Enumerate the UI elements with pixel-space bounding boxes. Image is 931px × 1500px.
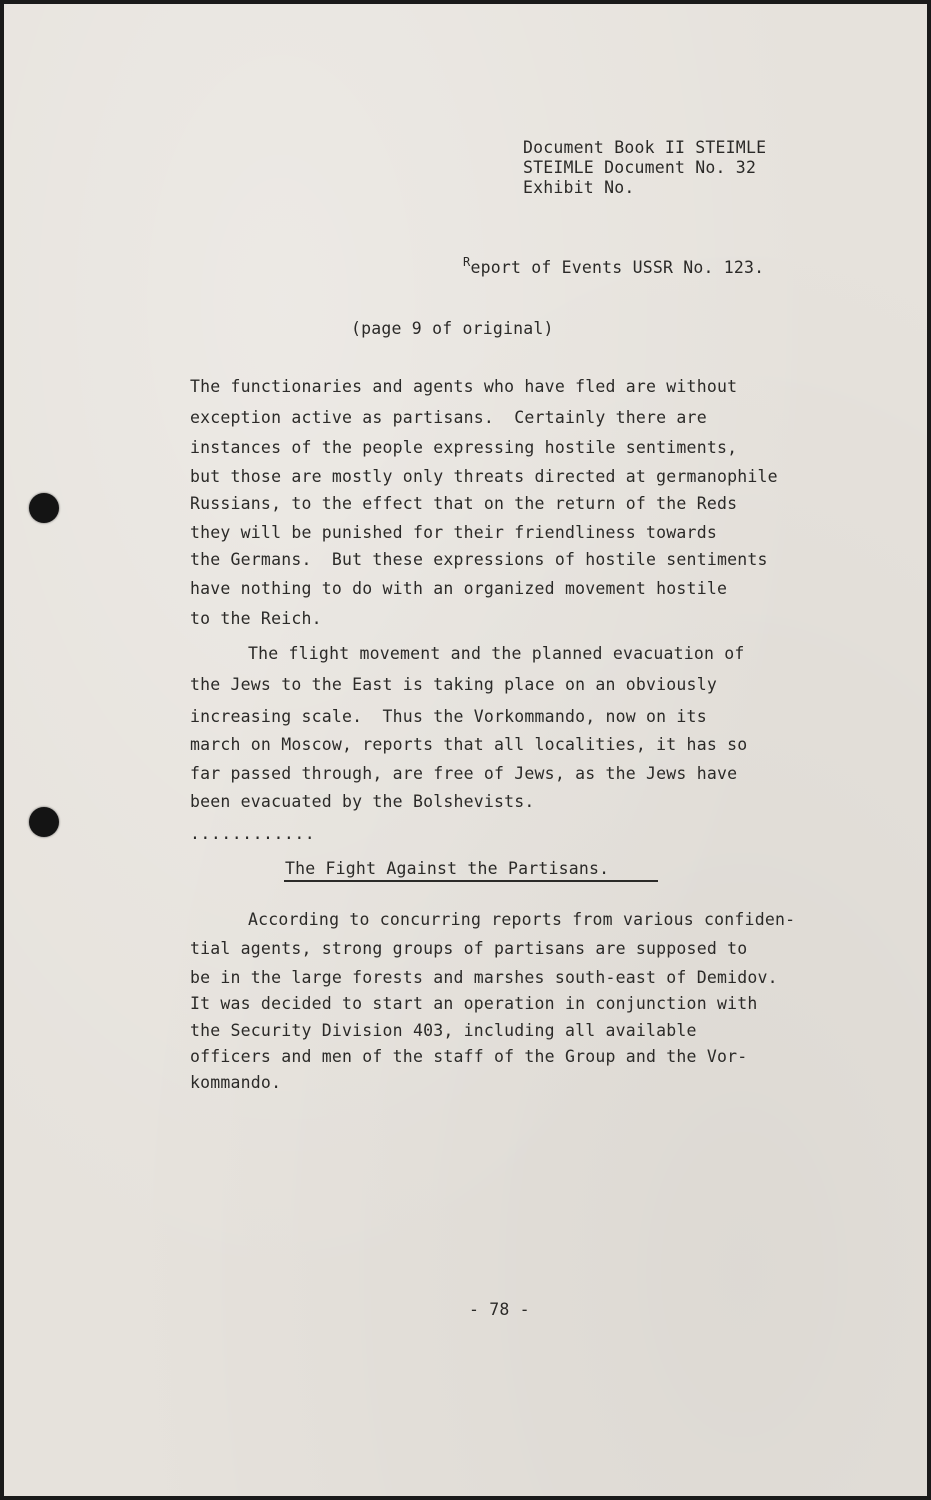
paragraph-3-line: kommando. — [190, 1073, 282, 1092]
paragraph-3-line: According to concurring reports from various confiden- — [248, 910, 796, 929]
header-exhibit-number: Exhibit No. — [523, 178, 635, 197]
paragraph-1-line: the Germans. But these expressions of hostile sentiments — [190, 550, 768, 569]
paragraph-1-line: to the Reich. — [190, 609, 322, 628]
paragraph-2-line: far passed through, are free of Jews, as the Jews have — [190, 764, 738, 783]
paragraph-1-line: but those are mostly only threats directed at germanophile — [190, 467, 778, 486]
paragraph-1-line: Russians, to the effect that on the return of the Reds — [190, 494, 738, 513]
paragraph-2-line: The flight movement and the planned evacuation of — [248, 644, 745, 663]
paragraph-2-line: the Jews to the East is taking place on an obviously — [190, 675, 717, 694]
ellipsis-separator: ............ — [190, 824, 316, 843]
paragraph-3-line: the Security Division 403, including all available — [190, 1021, 697, 1040]
paragraph-1-line: The functionaries and agents who have fled are without — [190, 377, 738, 396]
section-heading: The Fight Against the Partisans. — [285, 859, 610, 878]
header-document-number: STEIMLE Document No. 32 — [523, 158, 757, 177]
paragraph-2-line: been evacuated by the Bolshevists. — [190, 792, 535, 811]
punch-hole-bottom — [29, 807, 59, 837]
paragraph-1-line: have nothing to do with an organized movement hostile — [190, 579, 728, 598]
paragraph-1-line: they will be punished for their friendliness towards — [190, 523, 717, 542]
paragraph-2-line: increasing scale. Thus the Vorkommando, now on its — [190, 707, 707, 726]
page-reference: (page 9 of original) — [351, 319, 554, 338]
paragraph-1-line: instances of the people expressing hostile sentiments, — [190, 438, 738, 457]
section-heading-underline — [284, 880, 658, 882]
page-number: - 78 - — [469, 1300, 530, 1319]
paragraph-3-line: be in the large forests and marshes south-east of Demidov. — [190, 968, 778, 987]
report-title — [463, 255, 765, 277]
paragraph-3-line: It was decided to start an operation in conjunction with — [190, 994, 758, 1013]
paragraph-1-line: exception active as partisans. Certainly there are — [190, 408, 707, 427]
paragraph-2-line: march on Moscow, reports that all localities, it has so — [190, 735, 748, 754]
header-document-book: Document Book II STEIMLE — [523, 138, 767, 157]
paragraph-3-line: officers and men of the staff of the Group and the Vor- — [190, 1047, 748, 1066]
paragraph-3-line: tial agents, strong groups of partisans are supposed to — [190, 939, 748, 958]
report-title-text: eport of Events USSR No. 123. — [470, 258, 765, 277]
report-title-initial: R — [463, 255, 471, 269]
document-page — [4, 4, 927, 1496]
punch-hole-top — [29, 493, 59, 523]
